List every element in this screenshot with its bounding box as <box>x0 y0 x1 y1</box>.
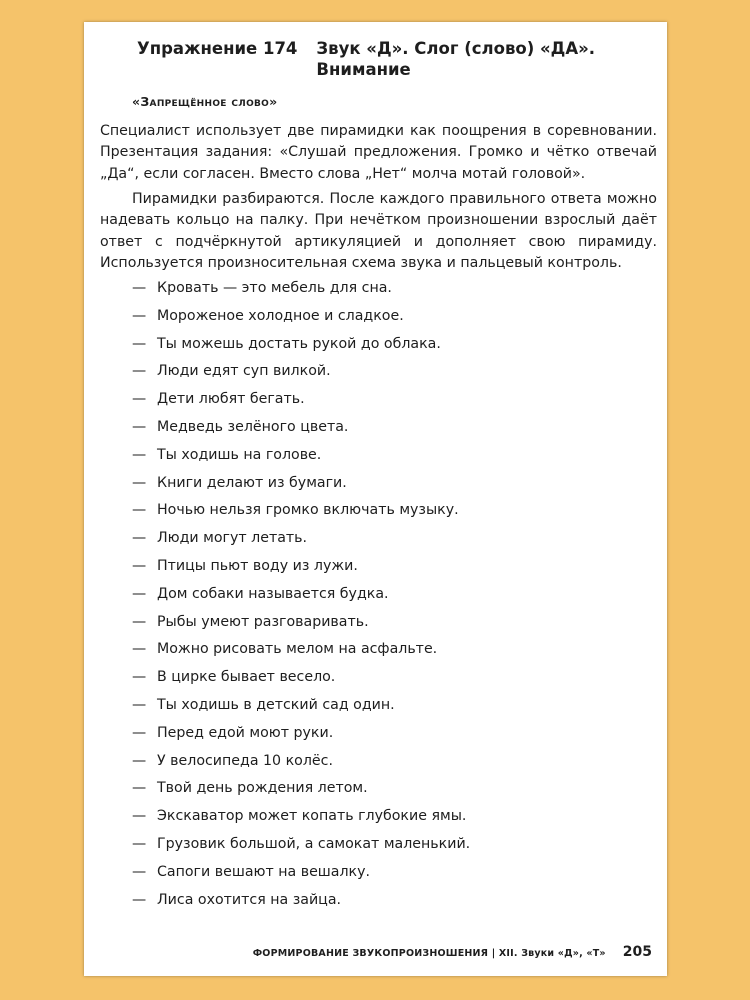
sentence-text: В цирке бывает весело. <box>157 669 336 686</box>
dash-marker: — <box>132 835 147 852</box>
dash-marker: — <box>132 418 147 435</box>
sentence-text: Можно рисовать мелом на асфальте. <box>157 641 438 658</box>
sentence-item <box>132 636 470 664</box>
page-footer <box>84 944 652 966</box>
sentence-text: Ты ходишь на голове. <box>157 446 322 463</box>
dash-marker: — <box>132 641 147 658</box>
dash-marker: — <box>132 391 147 408</box>
sentence-item <box>132 609 470 637</box>
sentence-text: Грузовик большой, а самокат маленький. <box>157 835 471 852</box>
sentence-item <box>132 664 470 692</box>
exercise-title: Звук «Д». Слог (слово) «ДА». Внимание <box>316 39 596 79</box>
sentence-item <box>132 414 470 442</box>
dash-marker: — <box>132 585 147 602</box>
sentence-item <box>132 803 470 831</box>
sentence-text: Кровать — это мебель для сна. <box>157 280 392 296</box>
sentence-item <box>132 887 470 915</box>
dash-marker: — <box>132 752 147 769</box>
sentence-item <box>132 470 470 498</box>
dash-marker: — <box>132 335 147 352</box>
sentence-item <box>132 386 470 414</box>
sentence-item <box>132 331 470 359</box>
instruction-paragraph: Специалист использует две пирамидки как поощрения в соревновании. Презентация задания: «Слушай предложения. Громко и чётко отвечай „Да“, если согласен. Вместо слова „Нет“ молча мотай головой». <box>100 123 657 182</box>
sentence-text: Дети любят бегать. <box>157 391 305 408</box>
sentence-item <box>132 581 470 609</box>
dash-marker: — <box>132 613 147 630</box>
sentence-text: Птицы пьют воду из лужи. <box>157 557 358 574</box>
sentence-item <box>132 720 470 748</box>
sentence-item <box>132 859 470 887</box>
sentence-text: Лиса охотится на зайца. <box>157 891 342 908</box>
game-title: «Запрещённое слово» <box>132 94 278 109</box>
sentence-text: У велосипеда 10 колёс. <box>157 752 333 769</box>
sentence-item <box>132 775 470 803</box>
dash-marker: — <box>132 307 147 324</box>
sentence-text: Ночью нельзя громко включать музыку. <box>157 502 459 519</box>
exercise-header <box>137 38 595 80</box>
dash-marker: — <box>132 280 147 296</box>
sentence-text: Книги делают из бумаги. <box>157 474 347 491</box>
page-number: 205 <box>622 944 652 960</box>
sentence-item <box>132 553 470 581</box>
dash-marker: — <box>132 502 147 519</box>
sentence-text: Люди едят суп вилкой. <box>157 363 331 380</box>
sentence-text: Перед едой моют руки. <box>157 724 334 741</box>
sentence-item <box>132 275 470 303</box>
dash-marker: — <box>132 530 147 547</box>
procedure-paragraph: Пирамидки разбираются. После каждого правильного ответа можно надевать кольцо на палку. При нечётком произношении взрослый даёт ответ с подчёркнутой артикуляцией и дополняет свою пирамиду. Используется произносительная схема звука и пальцевый контроль. <box>100 191 657 271</box>
sentence-text: Рыбы умеют разговаривать. <box>157 613 369 630</box>
sentence-text: Сапоги вешают на вешалку. <box>157 863 371 880</box>
sentence-item <box>132 692 470 720</box>
sentence-text: Ты ходишь в детский сад один. <box>157 696 395 713</box>
dash-marker: — <box>132 669 147 686</box>
dash-marker: — <box>132 363 147 380</box>
sentence-text: Экскаватор может копать глубокие ямы. <box>157 808 467 825</box>
sentence-text: Твой день рождения летом. <box>157 780 368 797</box>
sentence-item <box>132 831 470 859</box>
sentence-item <box>132 525 470 553</box>
sentence-text: Люди могут летать. <box>157 530 308 547</box>
dash-marker: — <box>132 808 147 825</box>
exercise-number: Упражнение 174 <box>137 39 298 58</box>
dash-marker: — <box>132 446 147 463</box>
sentence-item <box>132 748 470 776</box>
dash-marker: — <box>132 724 147 741</box>
sentence-item <box>132 358 470 386</box>
sentence-text: Ты можешь достать рукой до облака. <box>157 335 441 352</box>
dash-marker: — <box>132 780 147 797</box>
running-footer: ФОРМИРОВАНИЕ ЗВУКОПРОИЗНОШЕНИЯ | XII. Звуки «Д», «Т» <box>252 948 606 959</box>
sentence-text: Мороженое холодное и сладкое. <box>157 307 404 324</box>
sentence-list <box>132 275 470 914</box>
dash-marker: — <box>132 474 147 491</box>
sentence-item <box>132 442 470 470</box>
dash-marker: — <box>132 557 147 574</box>
dash-marker: — <box>132 696 147 713</box>
dash-marker: — <box>132 863 147 880</box>
book-page <box>84 22 667 976</box>
sentence-text: Медведь зелёного цвета. <box>157 418 349 435</box>
sentence-text: Дом собаки называется будка. <box>157 585 389 602</box>
sentence-item <box>132 497 470 525</box>
dash-marker: — <box>132 891 147 908</box>
sentence-item <box>132 303 470 331</box>
